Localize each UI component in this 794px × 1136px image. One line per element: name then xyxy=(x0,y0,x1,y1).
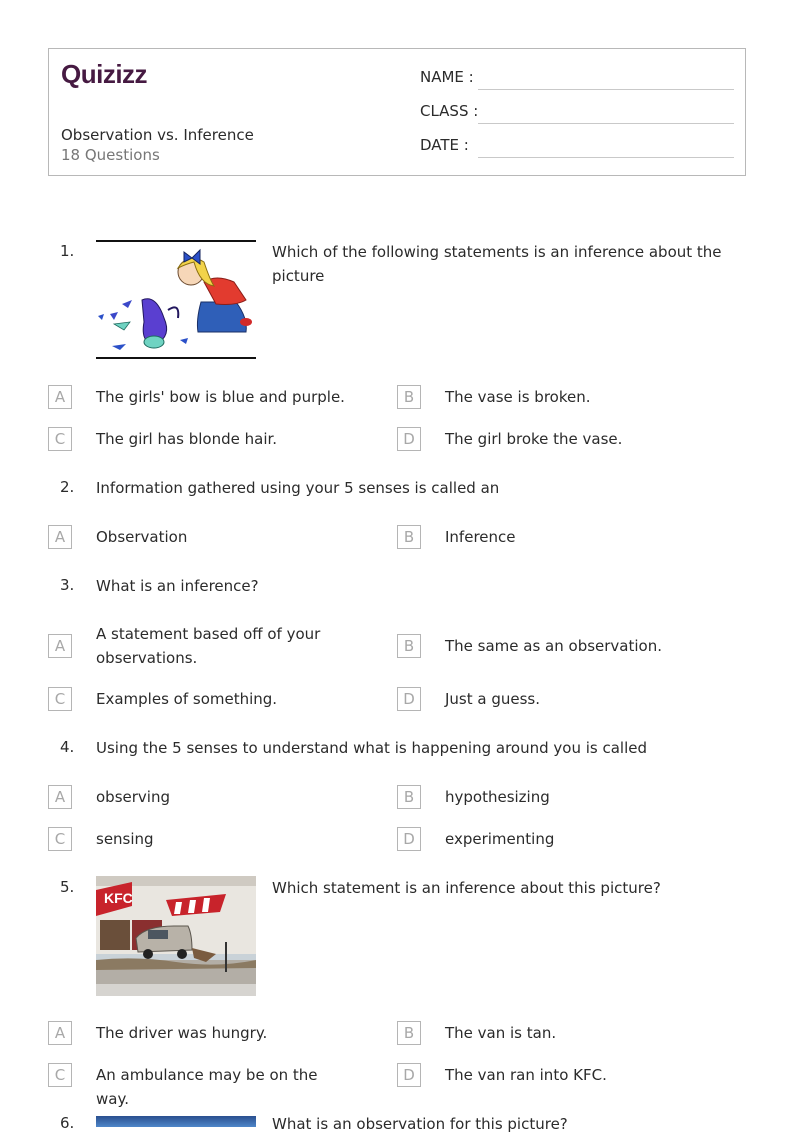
question-number: 3. xyxy=(60,576,75,594)
option-letter[interactable]: A xyxy=(48,525,72,549)
option-letter[interactable]: C xyxy=(48,427,72,451)
question-text: Information gathered using your 5 senses is called an xyxy=(96,479,500,497)
quizizz-logo: Quizizz xyxy=(61,59,148,89)
option-text: The same as an observation. xyxy=(445,637,663,655)
question-count: 18 Questions xyxy=(61,146,160,164)
kfc-sign-text: KFC xyxy=(104,890,133,906)
option-text: The van ran into KFC. xyxy=(445,1066,607,1084)
name-line[interactable] xyxy=(478,89,734,90)
question-number: 4. xyxy=(60,738,75,756)
option-letter[interactable]: C xyxy=(48,827,72,851)
option-letter[interactable]: C xyxy=(48,687,72,711)
option-text: experimenting xyxy=(445,830,555,848)
option-letter[interactable]: A xyxy=(48,634,72,658)
option-letter[interactable]: B xyxy=(397,634,421,658)
option-text: The vase is broken. xyxy=(445,388,591,406)
option-text: Inference xyxy=(445,528,516,546)
option-text: The driver was hungry. xyxy=(96,1024,268,1042)
option-text: hypothesizing xyxy=(445,788,550,806)
question-number: 2. xyxy=(60,478,75,496)
option-letter[interactable]: B xyxy=(397,525,421,549)
class-line[interactable] xyxy=(478,123,734,124)
option-text: The girls' bow is blue and purple. xyxy=(96,388,345,406)
question-text: Which of the following statements is an inference about the picture xyxy=(272,243,722,285)
option-text: The girl has blonde hair. xyxy=(96,430,278,448)
option-letter[interactable]: D xyxy=(397,687,421,711)
option-text: sensing xyxy=(96,830,154,848)
option-letter[interactable]: D xyxy=(397,427,421,451)
option-text: The girl broke the vase. xyxy=(445,430,623,448)
girl-broken-vase-illustration xyxy=(96,240,256,360)
kfc-crash-drawing xyxy=(96,876,256,996)
van-crashed-into-kfc-photo xyxy=(96,876,256,996)
option-text: A statement based off of your observations. xyxy=(96,625,321,667)
sky-drawing xyxy=(96,1116,256,1127)
question-number: 5. xyxy=(60,878,75,896)
question-number: 1. xyxy=(60,242,75,260)
option-letter[interactable]: A xyxy=(48,1021,72,1045)
option-letter[interactable]: B xyxy=(397,1021,421,1045)
option-letter[interactable]: B xyxy=(397,785,421,809)
name-label: NAME : xyxy=(420,68,474,86)
class-label: CLASS : xyxy=(420,102,479,120)
date-label: DATE : xyxy=(420,136,469,154)
question-number: 6. xyxy=(60,1114,75,1132)
option-text: observing xyxy=(96,788,170,806)
option-text: The van is tan. xyxy=(445,1024,557,1042)
option-letter[interactable]: C xyxy=(48,1063,72,1087)
option-text: Examples of something. xyxy=(96,690,278,708)
question-text: What is an observation for this picture? xyxy=(272,1115,568,1133)
option-letter[interactable]: D xyxy=(397,1063,421,1087)
sky-photo xyxy=(96,1112,256,1123)
option-letter[interactable]: D xyxy=(397,827,421,851)
question-text: Which statement is an inference about this picture? xyxy=(272,879,661,897)
option-text: An ambulance may be on the way. xyxy=(96,1066,318,1108)
worksheet-title: Observation vs. Inference xyxy=(61,126,254,144)
date-line[interactable] xyxy=(478,157,734,158)
option-text: Observation xyxy=(96,528,188,546)
girl-broken-vase-drawing xyxy=(96,240,256,360)
option-letter[interactable]: B xyxy=(397,385,421,409)
option-text: Just a guess. xyxy=(445,690,541,708)
question-text: Using the 5 senses to understand what is happening around you is called xyxy=(96,739,647,757)
option-letter[interactable]: A xyxy=(48,785,72,809)
worksheet-header xyxy=(48,48,746,176)
question-text: What is an inference? xyxy=(96,577,259,595)
option-letter[interactable]: A xyxy=(48,385,72,409)
